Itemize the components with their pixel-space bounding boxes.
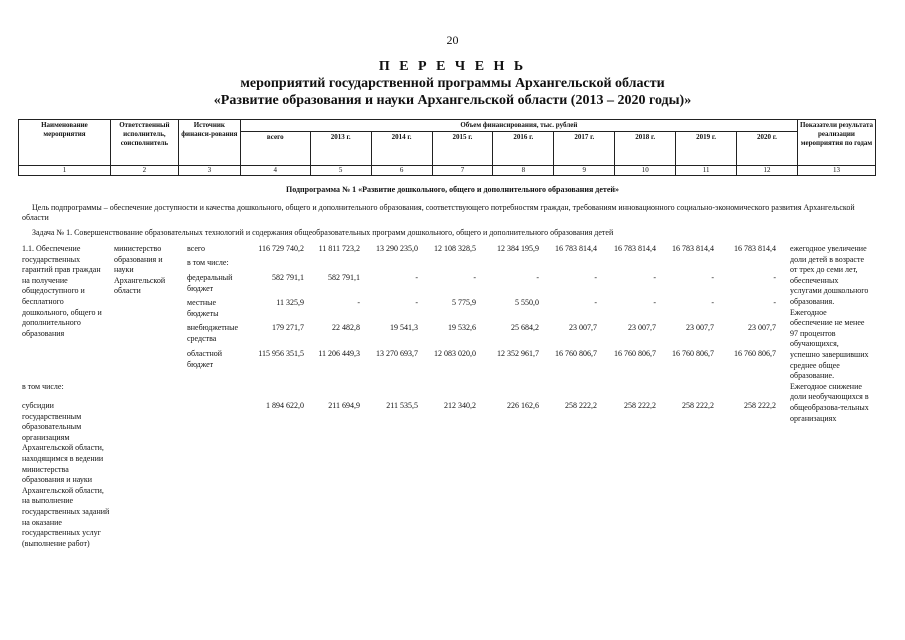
subsidy-value-cell: 258 222,2 [565,401,597,410]
column-number: 13 [797,166,875,176]
column-number: 7 [432,166,493,176]
header-year: 2013 г. [310,132,371,166]
column-number: 11 [676,166,737,176]
subsidy-value-cell: 211 535,5 [386,401,418,410]
document-title: П Е Р Е Ч Е Н Ь [378,59,527,74]
subprogram-title: Подпрограмма № 1 «Развитие дошкольного, общего и дополнительного образования детей» [286,185,619,194]
value-cell: 19 541,3 [390,323,418,332]
value-cell: - [653,273,656,282]
value-cell: 22 482,8 [332,323,360,332]
value-cell: 11 206 449,3 [318,349,360,358]
header-source: Источник финанси-рования [178,120,240,166]
value-cell: 5 775,9 [452,298,476,307]
value-cell: 115 956 351,5 [258,349,304,358]
header-indicators: Показатели результата реализации мероприятия по годам [797,120,875,166]
measure-executor: министерство образования и науки Архангельской области [114,244,166,296]
value-cell: 5 550,0 [515,298,539,307]
subsidy-value-cell: 258 222,2 [624,401,656,410]
column-number: 4 [240,166,310,176]
column-number: 10 [615,166,676,176]
value-cell: 13 270 693,7 [376,349,418,358]
program-title: «Развитие образования и науки Архангельской области (2013 – 2020 годы)» [213,93,692,108]
value-cell: 23 007,7 [686,323,714,332]
source-federal: федеральный бюджет [187,273,233,293]
source-total: всего [187,244,206,253]
source-regional: областной бюджет [187,349,223,369]
column-number: 2 [110,166,178,176]
task-title: Задача № 1. Совершенствование образовательных технологий и содержания общеобразовательных программ дошкольного, общего и дополнительного образования детей [32,228,614,237]
value-cell: - [711,273,714,282]
value-cell: 16 760 806,7 [614,349,656,358]
column-number: 8 [493,166,554,176]
value-cell: 23 007,7 [569,323,597,332]
header-year: 2020 г. [737,132,798,166]
subsidy-name: субсидии государственным образовательным организациям Архангельской области, находящимся в ведении министерства образования и науки Архангельской области, на выполнение государственных заданий на оказание государственных услуг (выполнение работ) [22,401,110,548]
value-cell: 16 783 814,4 [614,244,656,253]
value-cell: - [594,273,597,282]
value-cell: - [415,273,418,282]
value-cell: 23 007,7 [748,323,776,332]
header-year: 2017 г. [554,132,615,166]
header-executor: Ответственный исполнитель, соисполнитель [110,120,178,166]
source-local: местные бюджеты [187,298,219,318]
column-number: 6 [371,166,432,176]
subsidy-value-cell: 1 894 622,0 [266,401,304,410]
header-funding: Объем финансирования, тыс. рублей [240,120,797,132]
subsidy-value-cell: 212 340,2 [444,401,476,410]
value-cell: 582 791,1 [328,273,360,282]
header-year: 2018 г. [615,132,676,166]
value-cell: 16 783 814,4 [555,244,597,253]
value-cell: 25 684,2 [511,323,539,332]
value-cell: 12 083 020,0 [434,349,476,358]
document-subtitle: мероприятий государственной программы Архангельской области [240,76,665,91]
value-cell: 16 760 806,7 [555,349,597,358]
subprogram-goal: Цель подпрограммы – обеспечение доступности и качества дошкольного, общего и дополнительного образования, соответствующего потребностям граждан, требованиям инновационного социально-экономического развития Архангельской области [22,203,855,222]
value-cell: 12 108 328,5 [434,244,476,253]
value-cell: 11 811 723,2 [318,244,360,253]
subsidy-value-cell: 258 222,2 [744,401,776,410]
header-total: всего [240,132,310,166]
header-name: Наименование мероприятия [19,120,111,166]
value-cell: 23 007,7 [628,323,656,332]
header-year: 2019 г. [676,132,737,166]
value-cell: - [653,298,656,307]
value-cell: 582 791,1 [272,273,304,282]
subsidy-value-cell: 258 222,2 [682,401,714,410]
value-cell: 16 783 814,4 [672,244,714,253]
value-cell: 12 384 195,9 [497,244,539,253]
column-number: 5 [310,166,371,176]
value-cell: - [773,273,776,282]
column-number: 12 [737,166,798,176]
value-cell: 13 290 235,0 [376,244,418,253]
value-cell: - [594,298,597,307]
value-cell: 11 325,9 [276,298,304,307]
subsidy-value-cell: 226 162,6 [507,401,539,410]
value-cell: 16 760 806,7 [734,349,776,358]
value-cell: 12 352 961,7 [497,349,539,358]
table-header [18,119,876,176]
page-number: 20 [446,33,459,47]
value-cell: - [415,298,418,307]
value-cell: - [473,273,476,282]
source-including: в том числе: [187,258,229,267]
measure-name: 1.1. Обеспечение государственных гарантий прав граждан на получение общедоступного и бесплатного дошкольного, общего и дополнительного образования [22,244,102,338]
source-extrabudgetary: внебюджетные средства [187,323,238,343]
value-cell: 16 783 814,4 [734,244,776,253]
value-cell: - [773,298,776,307]
value-cell: 116 729 740,2 [258,244,304,253]
header-year: 2016 г. [493,132,554,166]
value-cell: 19 532,6 [448,323,476,332]
measure-indicators: ежегодное увеличение доли детей в возрасте от трех до семи лет, обеспеченных услугами дошкольного образования. Ежегодное обеспечение не менее 97 процентов обучающихся, успешно завершивших среднее общее образование. Ежегодное снижение доли необучающихся в общеобразова-тельных организациях [790,244,869,423]
header-year: 2014 г. [371,132,432,166]
column-number: 3 [178,166,240,176]
value-cell: - [536,273,539,282]
value-cell: - [357,298,360,307]
including-label: в том числе: [22,382,64,391]
column-number: 9 [554,166,615,176]
value-cell: 16 760 806,7 [672,349,714,358]
value-cell: 179 271,7 [272,323,304,332]
subsidy-value-cell: 211 694,9 [328,401,360,410]
column-number: 1 [19,166,111,176]
header-year: 2015 г. [432,132,493,166]
value-cell: - [711,298,714,307]
